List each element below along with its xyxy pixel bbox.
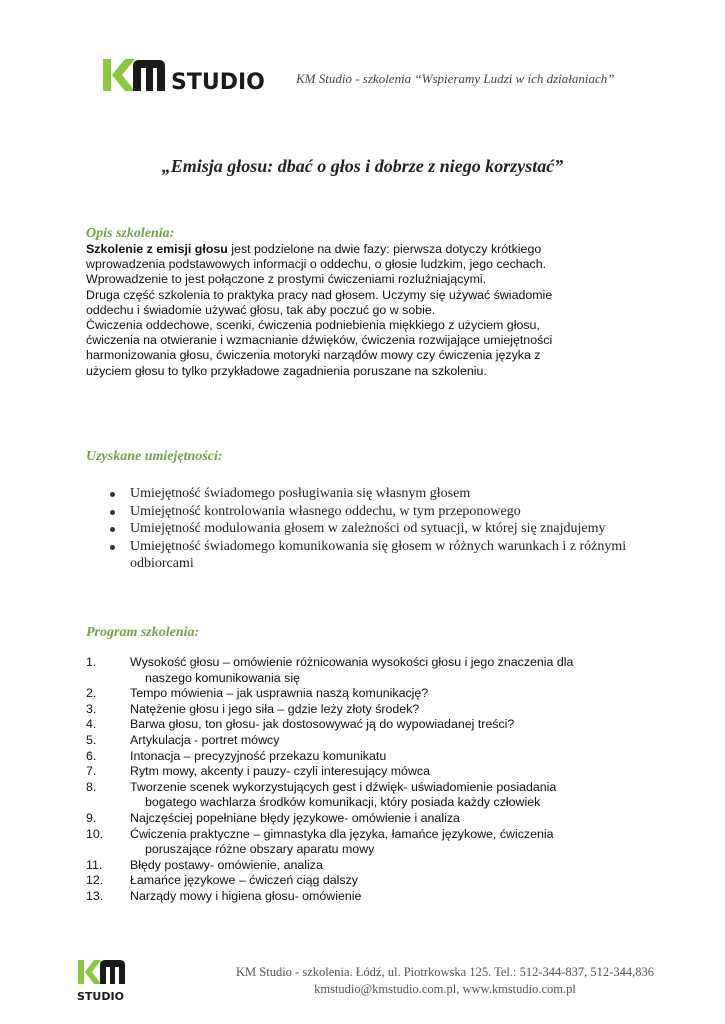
program-item [86, 655, 646, 686]
program-item [86, 780, 646, 811]
program-item-number: 11. [86, 857, 103, 872]
program-item-continuation: naszego komunikowania się [145, 670, 300, 685]
program-item [86, 733, 646, 749]
program-item-number: 4. [86, 717, 97, 732]
program-item [86, 749, 646, 765]
program-item [86, 873, 646, 889]
logo-k-bar [103, 59, 111, 91]
opis-heading: Opis szkolenia: [86, 226, 175, 241]
program-item-continuation: bogatego wachlarza środków komunikacji, który posiada każdy człowiek [145, 795, 541, 810]
program-item-number: 8. [86, 779, 97, 794]
program-item [86, 702, 646, 718]
footer-logo-text: STUDIO [77, 990, 124, 1002]
opis-line: Druga część szkolenia to praktyka pracy nad głosem. Uczymy się używać świadomie [86, 287, 553, 302]
program-item-text: Intonacja – precyzyjność przekazu komunikatu [130, 748, 387, 763]
program-item-number: 1. [86, 655, 97, 669]
program-heading: Program szkolenia: [86, 625, 200, 640]
program-item [86, 686, 646, 702]
opis-line: jest podzielone na dwie fazy: pierwsza dotyczy krótkiego [227, 242, 542, 256]
document-title: „Emisja głosu: dbać o głos i dobrze z niego korzystać” [161, 156, 564, 176]
logo-k-arm [112, 59, 135, 91]
program-item [86, 827, 646, 858]
skill-item: Umiejętność świadomego posługiwania się własnym głosem [108, 485, 668, 503]
footer-logo [76, 958, 128, 1002]
opis-line: użyciem głosu to tylko przykładowe zagadnienia poruszane na szkoleniu. [86, 363, 487, 378]
program-item-number: 13. [86, 888, 104, 903]
program-item-text: Wysokość głosu – omówienie różnicowania wysokości głosu i jego znaczenia dla [130, 655, 574, 669]
opis-line: Wprowadzenie to jest połączone z prostymi ćwiczeniami rozluźniającymi. [86, 272, 487, 287]
program-item-text: Łamańce językowe – ćwiczeń ciąg dalszy [130, 873, 358, 888]
program-item-number: 9. [86, 810, 97, 825]
skill-item: Umiejętność świadomego komunikowania się głosem w różnych warunkach i z różnymi odbiorcami [108, 538, 630, 573]
program-item-text: Artykulacja - portret mówcy [130, 732, 280, 747]
program-item-text: Błędy postawy- omówienie, analiza [130, 857, 323, 872]
program-item-text: Narządy mowy i higiena głosu- omówienie [130, 888, 362, 903]
program-item-number: 5. [86, 732, 97, 747]
program-item-text: Tempo mówienia – jak usprawnia naszą komunikację? [130, 686, 429, 701]
program-item [86, 717, 646, 733]
program-item-number: 6. [86, 748, 97, 763]
umiejetnosci-heading: Uzyskane umiejętności: [86, 449, 223, 464]
logo-m [133, 60, 165, 91]
km-studio-logo [103, 56, 273, 94]
program-item-number: 2. [86, 686, 97, 701]
program-item [86, 764, 646, 780]
skill-item: Umiejętność modulowania głosem w zależności od sytuacji, w której się znajdujemy [108, 520, 668, 538]
opis-bold-lead: Szkolenie z emisji głosu [86, 242, 228, 256]
program-item-text: Natężenie głosu i jego siła – gdzie leży złoty środek? [130, 701, 420, 716]
logo-studio-text: STUDIO [171, 70, 265, 94]
opis-line: wprowadzenia podstawowych informacji o oddechu, o głosie ludzkim, jego cechach. [86, 257, 547, 272]
program-item-number: 3. [86, 701, 97, 716]
opis-line: harmonizowania głosu, ćwiczenia motoryki narządów mowy czy ćwiczenia języka z [86, 348, 541, 363]
program-list [86, 655, 646, 905]
program-item [86, 811, 646, 827]
opis-line: ćwiczenia na otwieranie i wzmacnianie dźwięków, ćwiczenia rozwijające umiejętności [86, 333, 553, 348]
program-item-text: Barwa głosu, ton głosu- jak dostosowywać ją do wypowiadanej treści? [130, 717, 515, 732]
opis-line: oddechu i świadomie używać głosu, tak aby poczuć go w sobie. [86, 302, 436, 317]
program-item-text: Ćwiczenia praktyczne – gimnastyka dla języka, łamańce językowe, ćwiczenia [130, 826, 554, 841]
skills-list [108, 485, 668, 573]
program-item [86, 858, 646, 874]
program-item-text: Tworzenie scenek wykorzystujących gest i dźwięk- uświadomienie posiadania [130, 779, 557, 794]
header-tagline: KM Studio - szkolenia “Wspieramy Ludzi w ich działaniach” [296, 71, 615, 86]
program-item-text: Najczęściej popełniane błędy językowe- omówienie i analiza [130, 810, 460, 825]
program-item-number: 10. [86, 826, 104, 841]
program-item-text: Rytm mowy, akcenty i pauzy- czyli interesujący mówca [130, 764, 430, 779]
footer-email-web: kmstudio@kmstudio.com.pl, www.kmstudio.com.pl [314, 982, 576, 996]
opis-paragraph [86, 242, 646, 379]
footer-address: KM Studio - szkolenia. Łódź, ul. Piotrkowska 125. Tel.: 512-344-837, 512-344,836 [236, 965, 654, 979]
program-item-continuation: poruszające różne obszary aparatu mowy [145, 842, 375, 857]
program-item-number: 7. [86, 764, 97, 779]
skill-item: Umiejętność kontrolowania własnego oddechu, w tym przeponowego [108, 503, 668, 521]
program-item [86, 889, 646, 905]
program-item-number: 12. [86, 873, 104, 888]
footer-contact [180, 964, 710, 998]
opis-line: Ćwiczenia oddechowe, scenki, ćwiczenia podniebienia miękkiego z użyciem głosu, [86, 318, 540, 333]
